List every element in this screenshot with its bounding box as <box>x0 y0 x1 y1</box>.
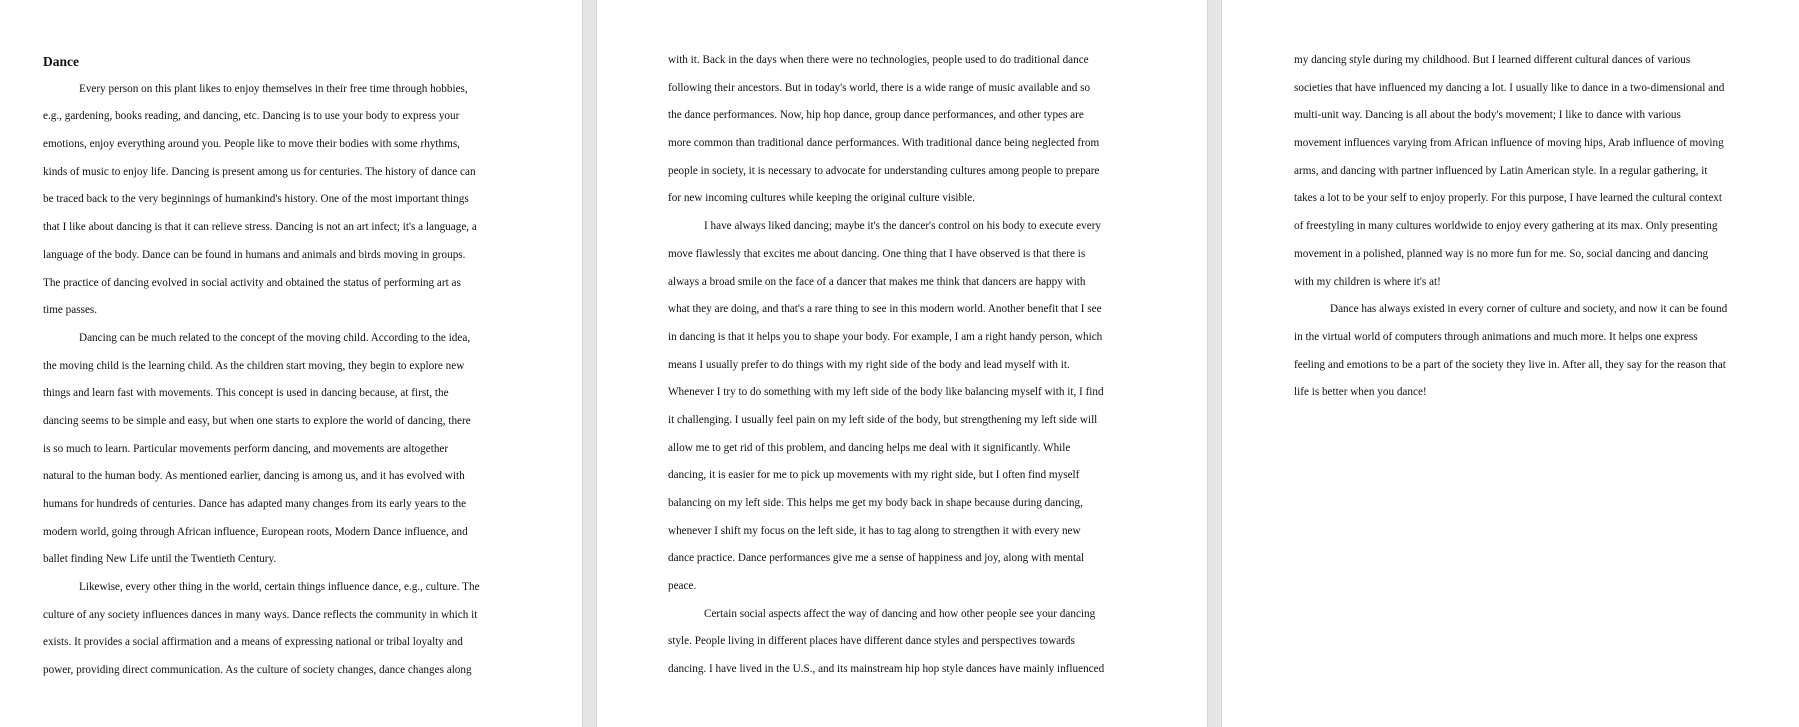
text-line: exists. It provides a social affirmation and a means of expressing national or tribal loyalty and <box>43 636 463 649</box>
text-line: of freestyling in many cultures worldwide to enjoy every gathering at its max. Only presenting <box>1294 220 1718 233</box>
text-line: Likewise, every other thing in the world, certain things influence dance, e.g., culture. The <box>79 581 480 594</box>
page-2-paragraphs <box>668 47 1104 684</box>
page-1-body <box>43 48 480 685</box>
text-line: in the virtual world of computers through animations and much more. It helps one express <box>1294 330 1698 343</box>
text-line: takes a lot to be your self to enjoy properly. For this purpose, I have learned the cultural context <box>1294 192 1723 205</box>
text-line: dancing. I have lived in the U.S., and its mainstream hip hop style dances have mainly influenced <box>668 663 1105 676</box>
text-line: the moving child is the learning child. As the children start moving, they begin to explore new <box>43 359 465 372</box>
text-line: in dancing is that it helps you to shape your body. For example, I am a right handy person, which <box>668 330 1103 343</box>
document-page-2[interactable] <box>597 0 1207 727</box>
text-line: feeling and emotions to be a part of the society they live in. After all, they say for the reason that <box>1294 358 1726 371</box>
paragraph <box>43 574 480 685</box>
page-1-paragraphs <box>43 76 480 685</box>
page-2-body <box>668 47 1104 684</box>
text-line: peace. <box>668 580 697 593</box>
text-line: time passes. <box>43 304 98 317</box>
text-line: I have always liked dancing; maybe it's the dancer's control on his body to execute every <box>704 220 1102 233</box>
text-line: be traced back to the very beginnings of humankind's history. One of the most important things <box>43 193 469 206</box>
page-3-paragraphs <box>1294 47 1727 407</box>
paragraph <box>43 76 480 325</box>
document-title: Dance <box>43 54 79 69</box>
text-line: emotions, enjoy everything around you. People like to move their bodies with some rhythms, <box>43 138 460 151</box>
text-line: The practice of dancing evolved in social activity and obtained the status of performing art as <box>43 276 461 289</box>
text-line: Dancing can be much related to the concept of the moving child. According to the idea, <box>79 331 471 344</box>
text-line: kinds of music to enjoy life. Dancing is present among us for centuries. The history of dance can <box>43 165 476 178</box>
text-line: my dancing style during my childhood. But I learned different cultural dances of various <box>1294 54 1691 66</box>
text-line: culture of any society influences dances in many ways. Dance reflects the community in which it <box>43 608 478 621</box>
text-line: movement influences varying from African influence of moving hips, Arab influence of moving <box>1294 137 1724 150</box>
page-gutter <box>582 0 597 727</box>
paragraph <box>1294 47 1727 296</box>
text-line: what they are doing, and that's a rare thing to see in this modern world. Another benefit that I see <box>668 303 1102 316</box>
text-line: style. People living in different places have different dance styles and perspectives towards <box>668 635 1075 648</box>
text-line: always a broad smile on the face of a dancer that makes me think that dancers are happy with <box>668 275 1086 288</box>
text-line: allow me to get rid of this problem, and dancing helps me deal with it significantly. While <box>668 441 1071 454</box>
page-3-body <box>1294 47 1727 407</box>
text-line: dance practice. Dance performances give me a sense of happiness and joy, along with mental <box>668 552 1085 565</box>
text-line: balancing on my left side. This helps me get my body back in shape because during dancing, <box>668 497 1083 509</box>
text-line: following their ancestors. But in today's world, there is a wide range of music available and so <box>668 81 1091 94</box>
text-line: Dance has always existed in every corner of culture and society, and now it can be found <box>1330 303 1728 316</box>
text-line: movement in a polished, planned way is no more fun for me. So, social dancing and dancing <box>1294 247 1709 260</box>
text-line: dancing seems to be simple and easy, but when one starts to explore the world of dancing, there <box>43 414 471 427</box>
text-line: people in society, it is necessary to advocate for understanding cultures among people to prepare <box>668 164 1100 177</box>
paragraph <box>668 213 1104 601</box>
paragraph <box>668 601 1104 684</box>
document-page-1[interactable] <box>0 0 582 727</box>
text-line: Whenever I try to do something with my left side of the body like balancing myself with it, I find <box>668 386 1104 399</box>
text-line: is so much to learn. Particular movements perform dancing, and movements are altogether <box>43 442 449 455</box>
text-line: Every person on this plant likes to enjoy themselves in their free time through hobbies, <box>79 82 468 95</box>
text-line: societies that have influenced my dancing a lot. I usually like to dance in a two-dimensional and <box>1294 81 1725 94</box>
text-line: life is better when you dance! <box>1294 386 1427 399</box>
text-line: humans for hundreds of centuries. Dance has adapted many changes from its early years to the <box>43 498 467 511</box>
text-line: things and learn fast with movements. This concept is used in dancing because, at first, the <box>43 387 449 400</box>
text-line: arms, and dancing with partner influenced by Latin American style. In a regular gathering, it <box>1294 164 1708 177</box>
text-line: multi-unit way. Dancing is all about the body's movement; I like to dance with various <box>1294 109 1681 122</box>
text-line: with it. Back in the days when there were no technologies, people used to do traditional dance <box>668 54 1089 66</box>
text-line: that I like about dancing is that it can relieve stress. Dancing is not an art infect; it's a language, a <box>43 221 477 234</box>
text-line: e.g., gardening, books reading, and dancing, etc. Dancing is to use your body to express your <box>43 110 460 123</box>
text-line: modern world, going through African influence, European roots, Modern Dance influence, and <box>43 525 468 538</box>
text-line: with my children is where it's at! <box>1294 275 1441 288</box>
text-line: Certain social aspects affect the way of dancing and how other people see your dancing <box>704 607 1096 620</box>
paragraph <box>668 47 1104 213</box>
page-gutter <box>1207 0 1222 727</box>
text-line: for new incoming cultures while keeping the original culture visible. <box>668 192 975 205</box>
text-line: ballet finding New Life until the Twentieth Century. <box>43 553 277 566</box>
text-line: it challenging. I usually feel pain on my left side of the body, but strengthening my left side will <box>668 413 1098 426</box>
text-line: whenever I shift my focus on the left side, it has to tag along to strengthen it with every new <box>668 524 1081 537</box>
text-line: move flawlessly that excites me about dancing. One thing that I have observed is that there is <box>668 247 1086 260</box>
paragraph <box>1294 296 1727 407</box>
document-page-3[interactable] <box>1222 0 1799 727</box>
paragraph <box>43 325 480 574</box>
text-line: more common than traditional dance performances. With traditional dance being neglected from <box>668 137 1100 150</box>
text-line: the dance performances. Now, hip hop dance, group dance performances, and other types are <box>668 109 1084 122</box>
text-line: natural to the human body. As mentioned earlier, dancing is among us, and it has evolved with <box>43 470 465 483</box>
text-line: language of the body. Dance can be found in humans and animals and birds moving in groups. <box>43 248 466 261</box>
text-line: dancing, it is easier for me to pick up movements with my right side, but I often find myself <box>668 469 1080 482</box>
text-line: power, providing direct communication. As the culture of society changes, dance changes along <box>43 664 472 677</box>
text-line: means I usually prefer to do things with my right side of the body and lead myself with it. <box>668 358 1070 371</box>
